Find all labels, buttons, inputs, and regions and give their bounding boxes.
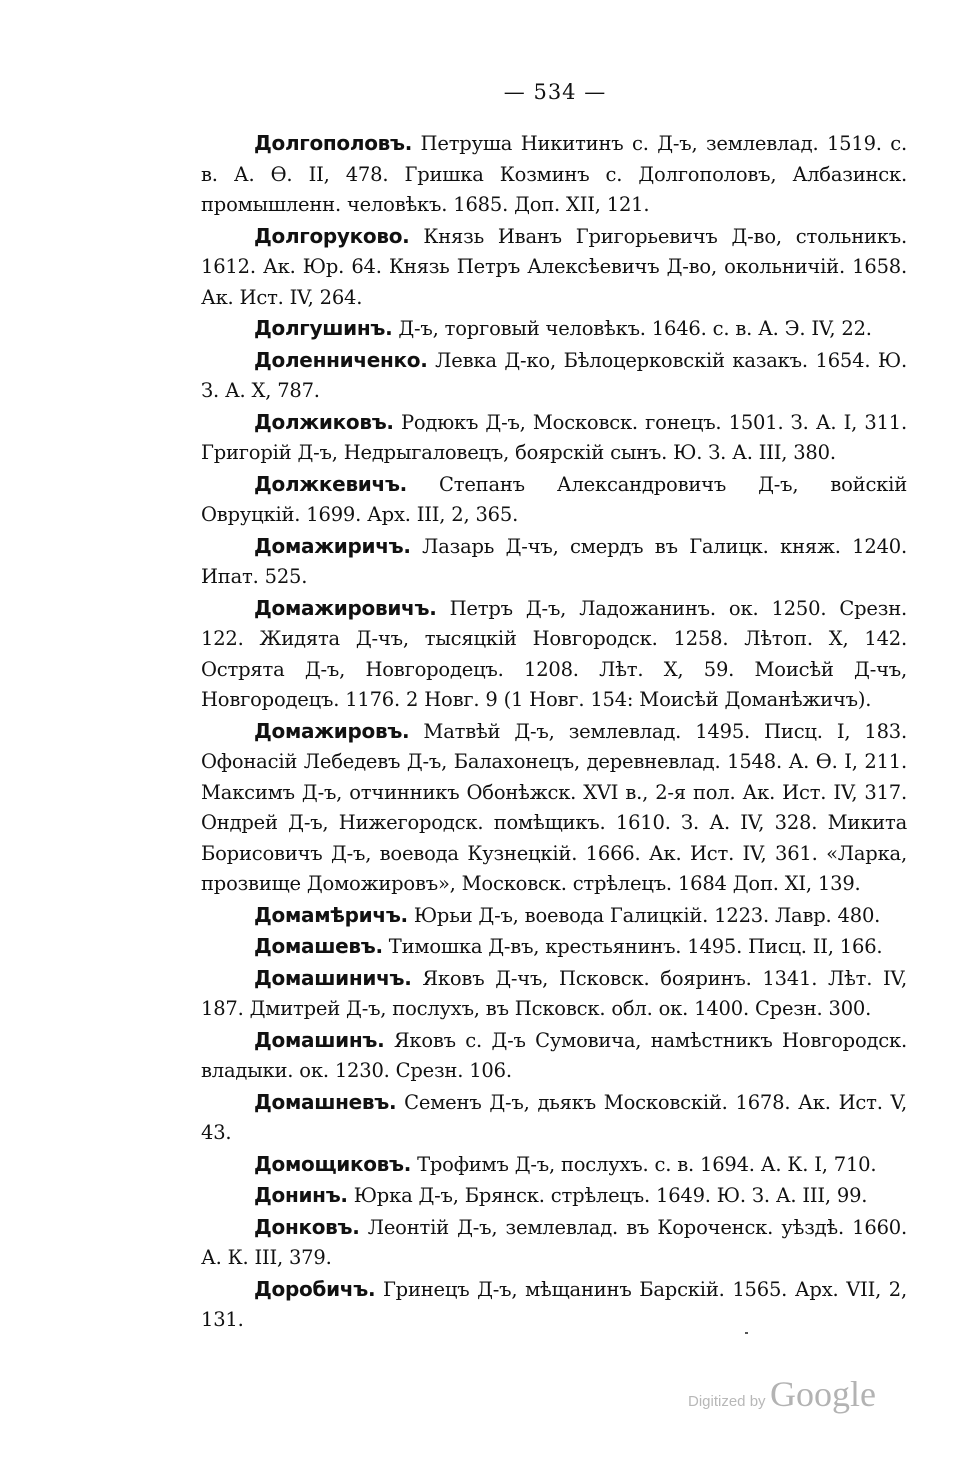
dictionary-entry [201, 407, 907, 469]
dictionary-entry [201, 1149, 907, 1181]
entry-headword: Домамѣричъ. [254, 902, 408, 927]
entry-headword: Долгополовъ. [254, 131, 413, 155]
dictionary-entry [201, 931, 907, 963]
dictionary-entry [201, 221, 907, 314]
entry-headword: Должкевичъ. [254, 471, 407, 496]
entry-text: Трофимъ Д-ъ, послухъ. с. в. 1694. А. К. I, 710. [417, 1152, 877, 1176]
dictionary-entry [201, 345, 907, 407]
entry-headword: Доробичъ. [254, 1276, 376, 1301]
dictionary-entry [201, 593, 907, 716]
entry-text: Юрьи Д-ъ, воевода Галицкій. 1223. Лавр. 480. [413, 903, 881, 927]
entry-headword: Донинъ. [254, 1183, 348, 1207]
dictionary-entries [201, 128, 907, 1336]
entry-headword: Должиковъ. [254, 409, 394, 434]
entry-headword: Домажировичъ. [254, 595, 437, 620]
entry-text: Матвѣй Д-ъ, землевлад. 1495. Писц. I, 183. Офонасій Лебедевъ Д-ъ, Балахонецъ, деревневлад. 1548. А. Ѳ. I, 211. Максимъ Д-ъ, отчинникъ Обонѣжск. XVI в., 2-я пол. Ак. Ист. IV, 317. Ондрей Д-ъ, Нижегородск. помѣщикъ. 1610. З. А. IV, 328. Микита Борисовичъ Д-ъ, воевода Кузнецкій. 1666. Ак. Ист. IV, 361. «Ларка, прозвище Доможировъ», Московск. стрѣлецъ. 1684 Доп. XI, 139. [201, 719, 907, 895]
dictionary-entry [201, 1274, 907, 1336]
dictionary-entry [201, 469, 907, 531]
dictionary-entry [201, 963, 907, 1025]
entry-text: Родюкъ Д-ъ, Московск. гонецъ. 1501. З. А. I, 311. Григорій Д-ъ, Недрыгаловецъ, боярскій сынъ. Ю. З. А. III, 380. [201, 410, 907, 464]
ink-speck [745, 1332, 748, 1334]
entry-text: Леонтій Д-ъ, землевлад. въ Короченск. уѣздѣ. 1660. А. К. III, 379. [201, 1215, 907, 1269]
entry-headword: Домашевъ. [254, 934, 383, 958]
entry-headword: Долгушинъ. [254, 316, 393, 340]
entry-text: Степанъ Александровичъ Д-ъ, войскій Овруцкій. 1699. Арх. III, 2, 365. [201, 472, 908, 526]
entry-headword: Домощиковъ. [254, 1151, 412, 1176]
digitized-by-label: Digitized by [688, 1393, 766, 1410]
entry-headword: Домашиничъ. [254, 965, 412, 990]
entry-text: Гринецъ Д-ъ, мѣщанинъ Барскій. 1565. Арх. VII, 2, 131. [201, 1277, 907, 1331]
google-watermark [688, 1373, 876, 1415]
dictionary-entry [201, 313, 907, 345]
dictionary-entry [201, 1087, 907, 1149]
google-logo: Google [770, 1374, 876, 1414]
dictionary-entry [201, 1180, 907, 1212]
entry-text: Семенъ Д-ъ, дьякъ Московскій. 1678. Ак. Ист. V, 43. [201, 1090, 907, 1144]
entry-headword: Доленниченко. [254, 347, 428, 372]
dictionary-entry [201, 531, 907, 593]
entry-headword: Долгоруково. [254, 223, 410, 248]
page-number: — 534 — [503, 80, 607, 104]
entry-text: Левка Д-ко, Бѣлоцерковскій казакъ. 1654. Ю. З. А. X, 787. [201, 348, 907, 402]
entry-text: Яковъ с. Д-ъ Сумовича, намѣстникъ Новгородск. владыки. ок. 1230. Срезн. 106. [201, 1028, 908, 1082]
entry-text: Петруша Никитинъ с. Д-ъ, землевлад. 1519. с. в. А. Ѳ. II, 478. Гришка Козминъ с. Долгополовъ, Албазинск. промышленн. человѣкъ. 1685. Доп. XII, 121. [201, 132, 908, 216]
dictionary-entry [201, 1025, 907, 1087]
entry-text: Князь Иванъ Григорьевичъ Д-во, стольникъ. 1612. Ак. Юр. 64. Князь Петръ Алексѣевичъ Д-во, окольничій. 1658. Ак. Ист. IV, 264. [201, 224, 908, 309]
entry-text: Тимошка Д-въ, крестьянинъ. 1495. Писц. II, 166. [388, 935, 883, 958]
entry-text: Петръ Д-ъ, Ладожанинъ. ок. 1250. Срезн. 122. Жидята Д-чъ, тысяцкій Новгородск. 1258. Лѣтоп. X, 142. Острята Д-ъ, Новгородецъ. 1208. Лѣт. X, 59. Моисѣй Д-чъ, Новгородецъ. 1176. 2 Новг. 9 (1 Новг. 154: Моисѣй Доманѣжичъ). [201, 596, 908, 711]
entry-text: Яковъ Д-чъ, Псковск. бояринъ. 1341. Лѣт. IV, 187. Дмитрей Д-ъ, послухъ, въ Псковск. обл. ок. 1400. Срезн. 300. [201, 966, 908, 1020]
entry-headword: Домажировъ. [254, 718, 410, 743]
entry-headword: Домашинъ. [254, 1027, 385, 1052]
dictionary-entry [201, 128, 907, 221]
dictionary-entry [201, 1212, 907, 1274]
dictionary-entry [201, 900, 907, 932]
entry-text: Юрка Д-ъ, Брянск. стрѣлецъ. 1649. Ю. З. А. III, 99. [353, 1184, 868, 1207]
entry-headword: Донковъ. [254, 1214, 360, 1239]
entry-headword: Домажиричъ. [254, 533, 411, 558]
entry-text: Д-ъ, торговый человѣкъ. 1646. с. в. А. Э. IV, 22. [398, 317, 872, 340]
entry-headword: Домашневъ. [254, 1089, 397, 1114]
entry-text: Лазарь Д-чъ, смердъ въ Галицк. княж. 1240. Ипат. 525. [201, 534, 908, 588]
dictionary-entry [201, 716, 907, 900]
